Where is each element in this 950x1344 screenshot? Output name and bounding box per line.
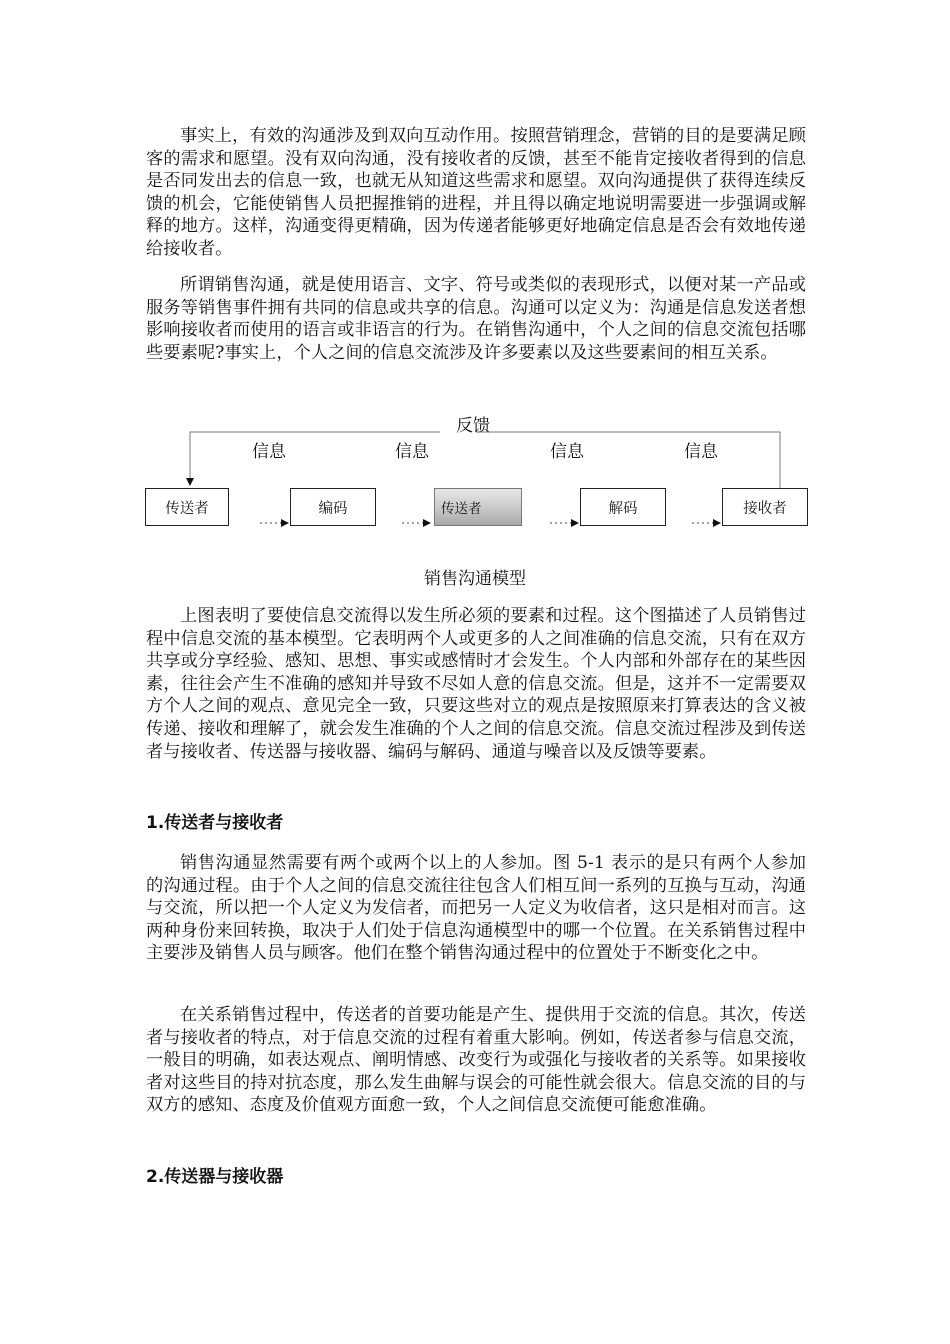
feedback-label: 反馈 [456,416,490,436]
sender-box: 传送者 [145,488,229,526]
info-label: 信息 [684,442,718,462]
paragraph-sender-function: 在关系销售过程中，传送者的首要功能是产生、提供用于交流的信息。其次，传送者与接收者的特点，对于信息交流的过程有着重大影响。例如，传送者参与信息交流，一般目的明确，如表达观点、阐明情感、改变行为或强化与接收者的关系等。如果接收者对这些目的持对抗态度，那么发生曲解与误会的可能性就会很大。信息交流的目的与双方的感知、态度及价值观方面愈一致，个人之间信息交流便可能愈准确。 [146,1005,806,1116]
paragraph-sales-communication-definition: 所谓销售沟通，就是使用语言、文字、符号或类似的表现形式，以便对某一产品或服务等销售事件拥有共同的信息或共享的信息。沟通可以定义为：沟通是信息发送者想影响接收者而使用的语言或非语言的行为。在销售沟通中，个人之间的信息交流包括哪些要素呢?事实上，个人之间的信息交流涉及许多要素以及这些要素间的相互关系。 [146,275,806,363]
paragraph-participants: 销售沟通显然需要有两个或两个以上的人参加。图 5-1 表示的是只有两个人参加的沟通过程。由于个人之间的信息交流往往包含人们相互间一系列的互换与互动，沟通与交流，所以把一个人定义为发信者，而把另一人定义为收信者，这只是相对而言。这两种身份来回转换，取决于人们处于信息沟通模型中的哪一个位置。在关系销售过程中主要涉及销售人员与顾客。他们在整个销售沟通过程中的位置处于不断变化之中。 [146,853,806,964]
info-label: 信息 [395,442,429,462]
receiver-box: 接收者 [722,488,808,526]
paragraph-two-way-communication: 事实上，有效的沟通涉及到双向互动作用。按照营销理念，营销的目的是要满足顾客的需求和愿望。没有双向沟通，没有接收者的反馈，甚至不能肯定接收者得到的信息是否同发出去的信息一致，也就无从知道这些需求和愿望。双向沟通提供了获得连续反馈的机会，它能使销售人员把握推销的进程，并且得以确定地说明需要进一步强调或解释的地方。这样，沟通变得更精确，因为传递者能够更好地确定信息是否会有效地传递给接收者。 [146,126,806,259]
encode-box: 编码 [290,488,376,526]
info-label: 信息 [550,442,584,462]
sales-communication-model-diagram [140,405,820,545]
decode-box: 解码 [580,488,666,526]
section-heading-transmitter-receiver: 2.传送器与接收器 [146,1167,284,1187]
diagram-caption: 销售沟通模型 [424,569,526,589]
section-heading-sender-receiver: 1.传送者与接收者 [146,813,284,833]
info-label: 信息 [252,442,286,462]
feedback-loop-line [476,432,780,488]
transmitter-box: 传送者 [434,488,522,526]
paragraph-model-explanation: 上图表明了要使信息交流得以发生所必须的要素和过程。这个图描述了人员销售过程中信息交流的基本模型。它表明两个人或更多的人之间准确的信息交流，只有在双方共享或分享经验、感知、思想、事实或感情时才会发生。个人内部和外部存在的某些因素，往往会产生不准确的感知并导致不尽如人意的信息交流。但是，这并不一定需要双方个人之间的观点、意见完全一致，只要这些对立的观点是按照原来打算表达的含义被传递、接收和理解了，就会发生准确的个人之间的信息交流。信息交流过程涉及到传送者与接收者、传送器与接收器、编码与解码、通道与噪音以及反馈等要素。 [146,606,806,762]
